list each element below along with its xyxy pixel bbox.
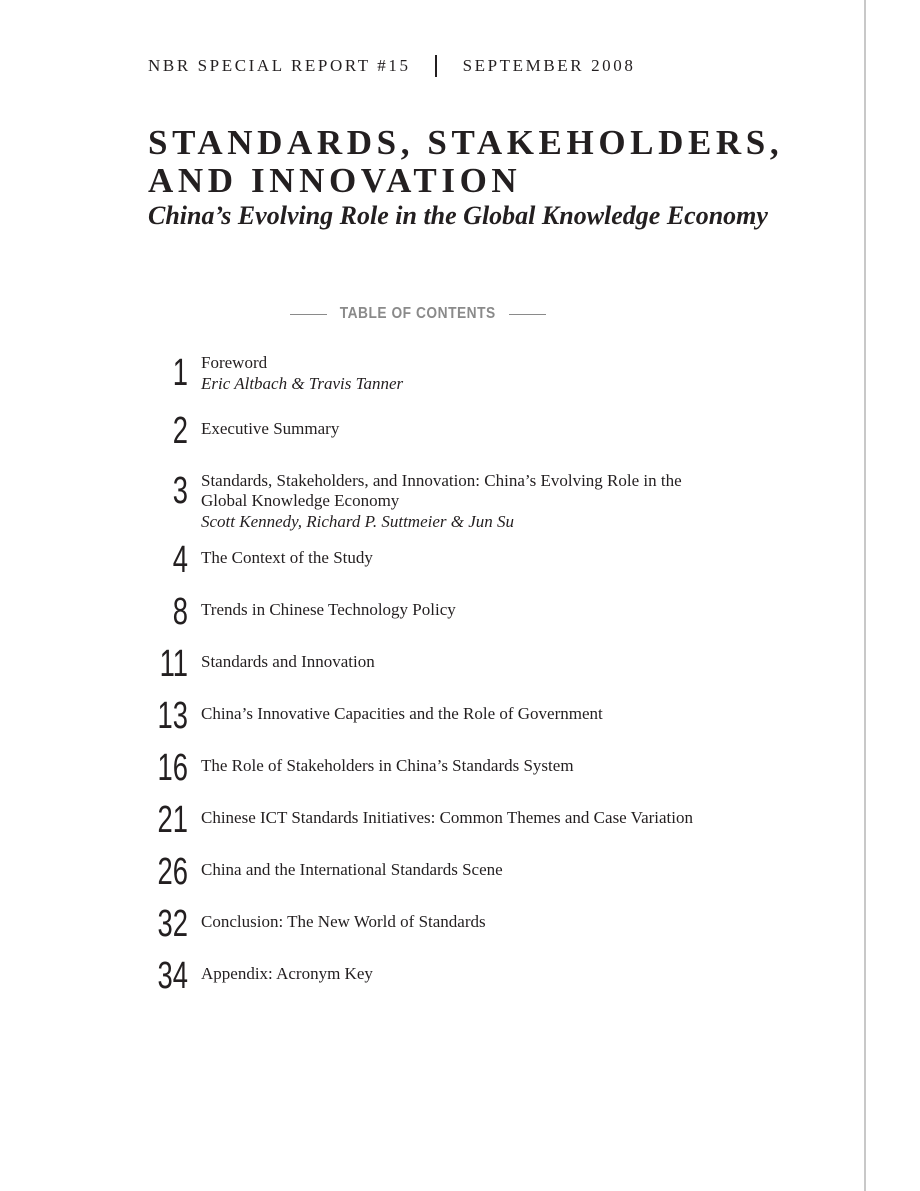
toc-page-number: 11 [159,643,188,685]
toc-entry-title: Trends in Chinese Technology Policy [201,600,456,619]
toc-page-number: 13 [157,695,188,737]
toc-entry-author: Scott Kennedy, Richard P. Suttmeier & Jun Su [201,512,515,531]
toc-page-number: 21 [157,799,188,841]
toc-heading-label: TABLE OF CONTENTS [339,305,497,322]
report-subtitle: China’s Evolving Role in the Global Knowledge Economy [148,201,768,230]
toc-entry-title: Appendix: Acronym Key [201,964,373,983]
toc-page-number: 34 [157,955,188,997]
toc-entry-title: The Role of Stakeholders in China’s Standards System [201,756,574,775]
toc-entry-title: China and the International Standards Scene [201,860,503,879]
report-series: NBR SPECIAL REPORT #15 [148,56,411,75]
toc-entry-title: China’s Innovative Capacities and the Role of Government [201,704,603,723]
toc-page-number: 4 [172,539,188,581]
toc-page-number: 1 [172,352,188,394]
toc-page-number: 8 [172,591,188,633]
toc-entry-title: Chinese ICT Standards Initiatives: Common Themes and Case Variation [201,808,693,827]
toc-page-number: 26 [157,851,188,893]
toc-page-number: 3 [172,470,188,512]
toc-entry-title: The Context of the Study [201,548,373,567]
report-title-line-1: STANDARDS, STAKEHOLDERS, [148,123,784,162]
report-title-line-2: AND INNOVATION [148,161,522,200]
report-date: SEPTEMBER 2008 [462,56,636,75]
toc-entry-title: Foreword [201,353,268,372]
toc-entry-title: Conclusion: The New World of Standards [201,912,486,931]
toc-entry-title: Standards and Innovation [201,652,375,671]
toc-page-number: 16 [157,747,188,789]
toc-entry-author: Eric Altbach & Travis Tanner [201,374,404,393]
toc-entry-title: Standards, Stakeholders, and Innovation: China’s Evolving Role in the Global Knowledge Economy [201,471,682,510]
toc-page-number: 32 [157,903,188,945]
toc-page-number: 2 [172,410,188,452]
toc-entry-title: Executive Summary [201,419,340,438]
